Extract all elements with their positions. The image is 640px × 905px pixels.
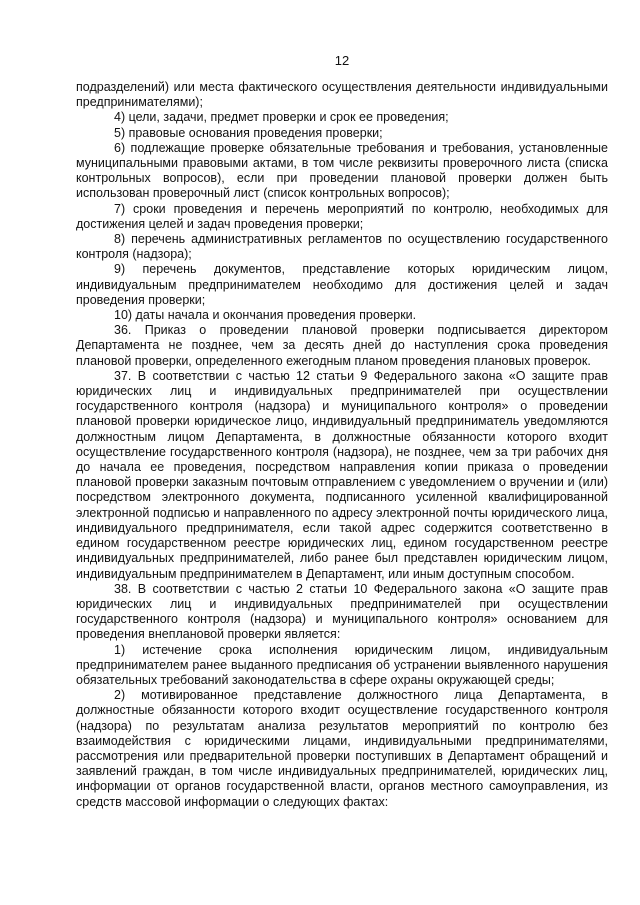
paragraph-section-38: 38. В соответствии с частью 2 статьи 10 Федерального закона «О защите прав юридических лиц и индивидуальных предпринимателей при осуществлении государственного контроля (надзора) и муниципального контроля» основанием для проведения внеплановой проверки является: xyxy=(76,581,608,642)
paragraph-section-37: 37. В соответствии с частью 12 статьи 9 Федерального закона «О защите прав юридических лиц и индивидуальных предпринимателей при осуществлении государственного контроля (надзора) и муниципального контроля» о проведении плановой проверки юридическое лицо, индивидуальный предприниматель уведомляются должностным лицом Департамента, в должностные обязанности которого входит осуществление государственного контроля (надзора), не позднее, чем за три рабочих дня до начала ее проведения, посредством направления копии приказа о проведении плановой проверки заказным почтовым отправлением с уведомлением о вручении и (или) посредством электронного документа, подписанного усиленной квалифицированной электронной подписью и направленного по адресу электронной почты юридического лица, индивидуального предпринимателя, если такой адрес содержится соответственно в едином государственном реестре юридических лиц, едином государственном реестре индивидуальных предпринимателей, либо ранее был представлен юридическим лицом, индивидуальным предпринимателем в Департамент, или иным доступным способом. xyxy=(76,368,608,581)
paragraph-item-9: 9) перечень документов, представление которых юридическим лицом, индивидуальным предпринимателем необходимо для достижения целей и задач проведения проверки; xyxy=(76,262,608,307)
paragraph-item-8: 8) перечень административных регламентов по осуществлению государственного контроля (надзора); xyxy=(76,232,608,262)
paragraph-basis-1: 1) истечение срока исполнения юридическим лицом, индивидуальным предпринимателем ранее выданного предписания об устранении выявленного нарушения обязательных требований законодательства в сфере охраны окружающей среды; xyxy=(76,642,608,687)
paragraph-continuation: подразделений) или места фактического осуществления деятельности индивидуальными предпринимателями); xyxy=(76,80,608,110)
paragraph-basis-2: 2) мотивированное представление должностного лица Департамента, в должностные обязанности которого входит осуществление государственного контроля (надзора) по результатам анализа результатов мероприятий по контролю без взаимодействия с юридическими лицами, индивидуальными предпринимателями, рассмотрения или предварительной проверки поступивших в Департамент обращений и заявлений граждан, в том числе индивидуальных предпринимателей, юридических лиц, информации от органов государственной власти, органов местного самоуправления, из средств массовой информации о следующих фактах: xyxy=(76,688,608,809)
paragraph-item-7: 7) сроки проведения и перечень мероприятий по контролю, необходимых для достижения целей и задач проведения проверки; xyxy=(76,201,608,231)
paragraph-item-4: 4) цели, задачи, предмет проверки и срок ее проведения; xyxy=(114,110,449,125)
paragraph-section-36: 36. Приказ о проведении плановой проверки подписывается директором Департамента не позднее, чем за десять дней до наступления срока проведения плановой проверки, определенного ежегодным планом проведения плановых проверок. xyxy=(76,323,608,368)
paragraph-item-6: 6) подлежащие проверке обязательные требования и требования, установленные муниципальными правовыми актами, в том числе реквизиты проверочного листа (списка контрольных вопросов), если при проведении плановой проверки должен быть использован проверочный лист (список контрольных вопросов); xyxy=(76,140,608,201)
paragraph-item-10: 10) даты начала и окончания проведения проверки. xyxy=(114,308,417,323)
document-body xyxy=(76,80,608,810)
paragraph-item-5: 5) правовые основания проведения проверки; xyxy=(114,125,383,140)
page-number: 12 xyxy=(334,53,350,68)
